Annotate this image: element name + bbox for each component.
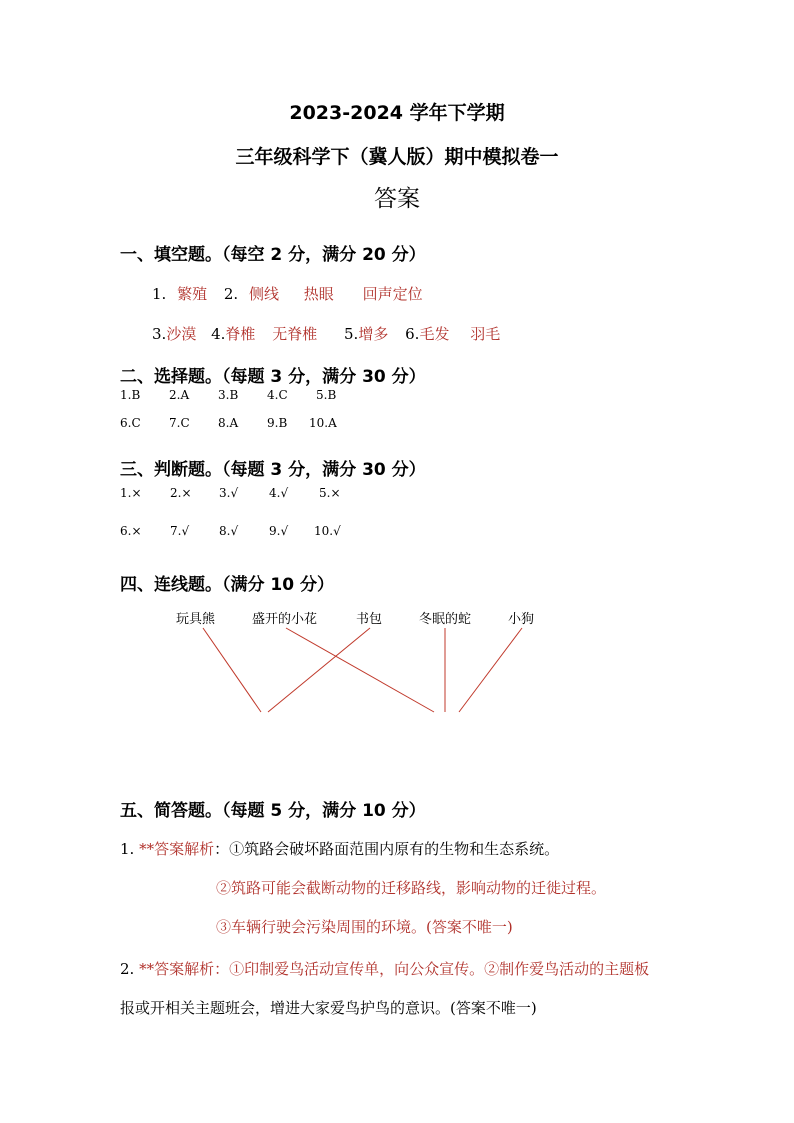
- answer-analysis-label: **答案解析: [139, 960, 215, 978]
- matching-line: [459, 628, 522, 712]
- question-number: 4.: [211, 325, 226, 343]
- answer-text: 沙漠: [166, 325, 197, 343]
- judgment-answer: 8.√: [219, 524, 239, 538]
- short-answer-1-line-2: ②筑路可能会截断动物的迁移路线，影响动物的迁徙过程。: [216, 879, 607, 897]
- choice-answer: 10.A: [309, 416, 337, 430]
- answer-text: 毛发: [419, 325, 450, 343]
- judgment-answer: 9.√: [269, 524, 289, 538]
- answer-text: 无脊椎: [272, 325, 318, 343]
- matching-item-hibernating-snake: 冬眠的蛇: [419, 612, 472, 627]
- judgment-answer: 5.×: [319, 486, 341, 500]
- answer-heading: 答案: [374, 186, 420, 212]
- choice-answer: 3.B: [218, 388, 239, 402]
- judgment-answer: 7.√: [170, 524, 190, 538]
- choice-answer: 4.C: [267, 388, 288, 402]
- matching-line: [286, 628, 434, 712]
- answer-text: ：①筑路会破坏路面范围内原有的生物和生态系统。: [214, 840, 560, 858]
- short-answer-1-line-3: ③车辆行驶会污染周围的环境。(答案不唯一): [216, 918, 513, 936]
- question-number: 1.: [152, 285, 167, 303]
- matching-item-schoolbag: 书包: [356, 612, 383, 627]
- choice-answer: 6.C: [120, 416, 141, 430]
- matching-line: [268, 628, 370, 712]
- choice-answer: 5.B: [316, 388, 337, 402]
- matching-item-puppy: 小狗: [508, 612, 535, 627]
- section-fill-blank-title: 一、填空题。（每空 2 分，满分 20 分）: [120, 245, 426, 265]
- judgment-answer: 4.√: [269, 486, 289, 500]
- choice-answer: 2.A: [169, 388, 190, 402]
- judgment-answer: 3.√: [219, 486, 239, 500]
- question-number: 2.: [223, 285, 239, 303]
- judgment-answer: 2.×: [170, 486, 192, 500]
- answer-text: 繁殖: [177, 285, 208, 303]
- short-answer-2-line-2: 报或开相关主题班会，增进大家爱鸟护鸟的意识。(答案不唯一): [120, 999, 537, 1017]
- answer-text: 热眼: [303, 285, 334, 303]
- question-number: 1.: [120, 840, 135, 858]
- question-number: 3.: [152, 325, 167, 343]
- section-matching-title: 四、连线题。（满分 10 分）: [120, 575, 334, 595]
- choice-answer: 8.A: [218, 416, 239, 430]
- exam-subtitle: 三年级科学下（冀人版）期中模拟卷一: [235, 146, 559, 168]
- answer-analysis-label: **答案解析: [139, 840, 215, 858]
- answer-text: ：①印制爱鸟活动宣传单，向公众宣传。②制作爱鸟活动的主题板: [214, 960, 650, 978]
- short-answer-2-line-1: [120, 958, 649, 979]
- answer-text: 侧线: [248, 285, 279, 303]
- answer-text: 回声定位: [362, 285, 423, 303]
- answer-text: 脊椎: [225, 325, 256, 343]
- section-true-false-title: 三、判断题。（每题 3 分，满分 30 分）: [120, 460, 426, 480]
- matching-item-blooming-flower: 盛开的小花: [252, 612, 318, 627]
- short-answer-1-line-1: [120, 838, 559, 859]
- judgment-answer: 6.×: [120, 524, 142, 538]
- question-number: 5.: [344, 325, 359, 343]
- question-number: 2.: [120, 960, 135, 978]
- answer-text: 羽毛: [470, 325, 501, 343]
- judgment-answer: 10.√: [314, 524, 341, 538]
- matching-item-toy-bear: 玩具熊: [176, 612, 216, 627]
- choice-answer: 9.B: [267, 416, 288, 430]
- choice-answer: 7.C: [169, 416, 190, 430]
- matching-line: [203, 628, 261, 712]
- question-number: 6.: [405, 325, 420, 343]
- section-short-answer-title: 五、简答题。（每题 5 分，满分 10 分）: [120, 801, 426, 821]
- answer-text: 增多: [358, 325, 389, 343]
- exam-year-title: 2023-2024 学年下学期: [289, 102, 505, 124]
- judgment-answer: 1.×: [120, 486, 142, 500]
- choice-answer: 1.B: [120, 388, 141, 402]
- section-choice-title: 二、选择题。（每题 3 分，满分 30 分）: [120, 367, 426, 387]
